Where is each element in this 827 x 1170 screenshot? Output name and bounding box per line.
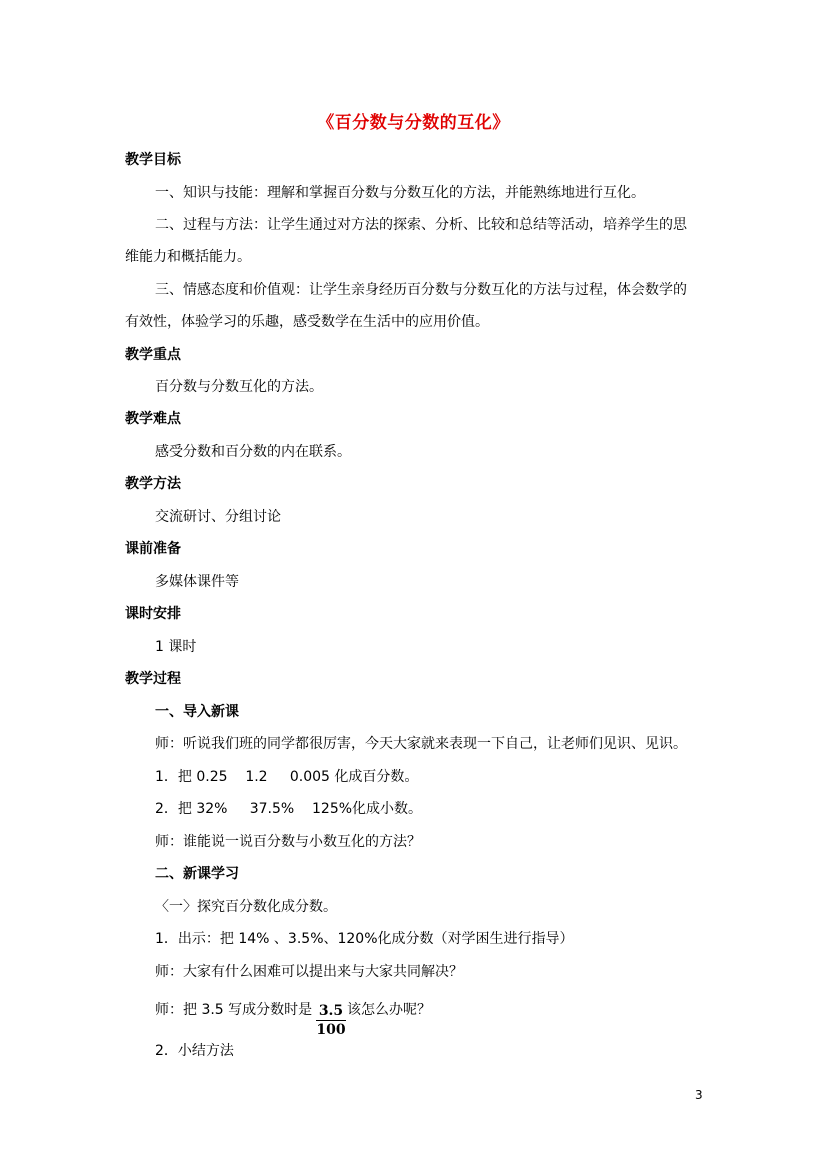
process-part-1-heading: 一、导入新课: [155, 704, 239, 720]
process-paragraph-5: 〈一〉探究百分数化成分数。: [155, 899, 337, 915]
key-points-text: 百分数与分数互化的方法。: [155, 379, 323, 395]
heading-process: 教学过程: [125, 671, 181, 687]
goal-2-line-2: 维能力和概括能力。: [125, 249, 251, 265]
schedule-text: 1 课时: [155, 639, 197, 655]
heading-methods: 教学方法: [125, 476, 181, 492]
heading-key-points: 教学重点: [125, 347, 181, 363]
process-paragraph-4: 师：谁能说一说百分数与小数互化的方法？: [155, 834, 421, 850]
methods-text: 交流研讨、分组讨论: [155, 509, 281, 525]
heading-preparation: 课前准备: [125, 541, 181, 557]
goal-3-line-1: 三、情感态度和价值观：让学生亲身经历百分数与分数互化的方法与过程，体会数学的: [155, 282, 687, 298]
heading-goals: 教学目标: [125, 152, 181, 168]
preparation-text: 多媒体课件等: [155, 574, 239, 590]
process-paragraph-8-start: 师：把 3.5 写成分数时是: [155, 1002, 313, 1018]
heading-difficulties: 教学难点: [125, 411, 181, 427]
page-number: 3: [695, 1088, 703, 1102]
fraction-numerator: 3.5: [316, 1003, 346, 1021]
process-part-2-heading: 二、新课学习: [155, 866, 239, 882]
goal-3-line-2: 有效性，体验学习的乐趣，感受数学在生活中的应用价值。: [125, 314, 489, 330]
fraction-3-5-over-100: [316, 1003, 346, 1038]
process-paragraph-8-end: 该怎么办呢？: [347, 1002, 431, 1018]
process-paragraph-9: 2．小结方法: [155, 1043, 234, 1059]
process-paragraph-6: 1．出示：把 14% 、3.5%、120%化成分数（对学困生进行指导）: [155, 931, 574, 947]
process-paragraph-3: 2．把 32% 37.5% 125%化成小数。: [155, 801, 423, 817]
difficulties-text: 感受分数和百分数的内在联系。: [155, 444, 351, 460]
fraction-denominator: 100: [316, 1022, 346, 1038]
process-paragraph-1: 师：听说我们班的同学都很厉害，今天大家就来表现一下自己，让老师们见识、见识。: [155, 736, 687, 752]
heading-schedule: 课时安排: [125, 606, 181, 622]
process-paragraph-2: 1．把 0.25 1.2 0.005 化成百分数。: [155, 769, 419, 785]
goal-1: 一、知识与技能：理解和掌握百分数与分数互化的方法，并能熟练地进行互化。: [155, 185, 645, 201]
process-paragraph-7: 师：大家有什么困难可以提出来与大家共同解决？: [155, 964, 463, 980]
document-title: 《百分数与分数的互化》: [317, 113, 510, 133]
goal-2-line-1: 二、过程与方法：让学生通过对方法的探索、分析、比较和总结等活动，培养学生的思: [155, 217, 687, 233]
